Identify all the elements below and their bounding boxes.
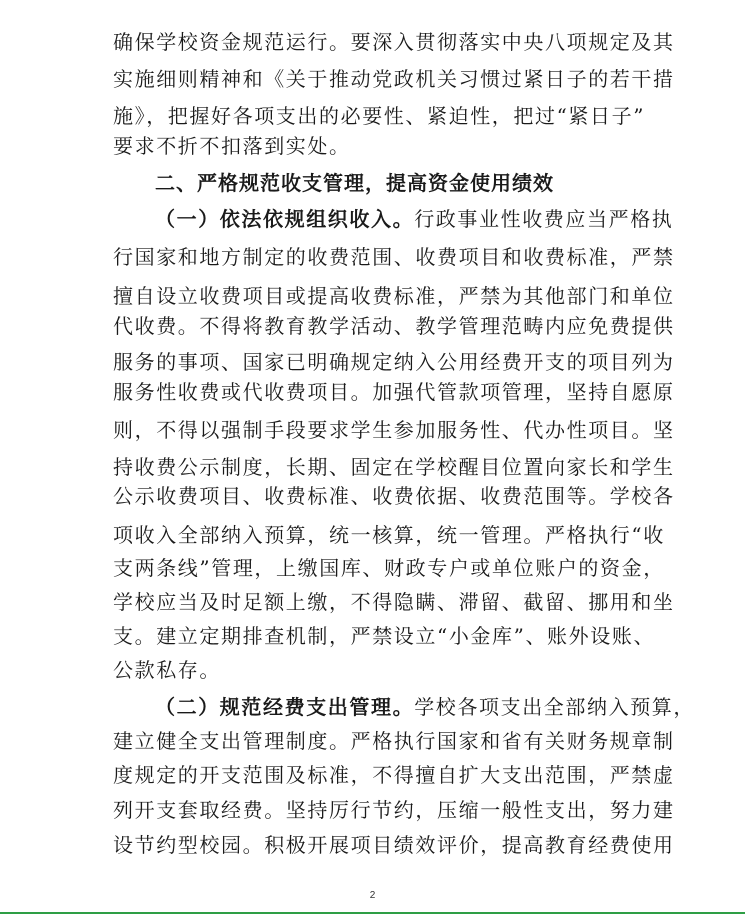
body-text-line: 设节约型校园。积极开展项目绩效评价，提高教育经费使用 xyxy=(113,833,675,857)
footer-divider xyxy=(0,912,745,914)
body-text-line: 行国家和地方制定的收费范围、收费项目和收费标准，严禁 xyxy=(113,245,675,269)
body-text-line: 擅自设立收费项目或提高收费标准，严禁为其他部门和单位 xyxy=(113,284,675,308)
body-text-line: 服务的事项、国家已明确规定纳入公用经费开支的项目列为 xyxy=(113,350,675,374)
body-text-line: 实施细则精神和《关于推动党政机关习惯过紧日子的若干措 xyxy=(113,67,675,91)
body-text-line: 学校应当及时足额上缴，不得隐瞒、滞留、截留、挪用和坐 xyxy=(113,590,675,614)
body-text-line: 列开支套取经费。坚持厉行节约，压缩一般性支出，努力建 xyxy=(113,798,675,822)
subsection-heading: （一）依法依规组织收入。 xyxy=(155,207,415,231)
body-text-line: 施》，把握好各项支出的必要性、紧迫性，把过“紧日子” xyxy=(113,104,646,128)
body-text-line: 公款私存。 xyxy=(113,658,221,682)
body-text-line: 支两条线”管理，上缴国库、财政专户或单位账户的资金， xyxy=(113,556,665,580)
body-text-line: 则，不得以强制手段要求学生参加服务性、代办性项目。坚 xyxy=(113,418,675,442)
body-text-line: 要求不折不扣落到实处。 xyxy=(113,134,351,158)
body-text-line: 代收费。不得将教育教学活动、教学管理范畴内应免费提供 xyxy=(113,314,675,338)
body-text-line: 服务性收费或代收费项目。加强代管款项管理，坚持自愿原 xyxy=(113,380,675,404)
body-text-line: 持收费公示制度，长期、固定在学校醒目位置向家长和学生 xyxy=(113,455,675,479)
body-text-line: 确保学校资金规范运行。要深入贯彻落实中央八项规定及其 xyxy=(113,30,675,54)
subsection-first-line: （一）依法依规组织收入。行政事业性收费应当严格执 xyxy=(155,207,674,231)
subsection-heading: （二）规范经费支出管理。 xyxy=(155,695,415,719)
subsection-first-line: （二）规范经费支出管理。学校各项支出全部纳入预算， xyxy=(155,695,696,719)
section-heading: 二、严格规范收支管理，提高资金使用绩效 xyxy=(155,171,554,195)
body-text-line: 项收入全部纳入预算，统一核算，统一管理。严格执行“收 xyxy=(113,523,665,547)
body-text-line: 建立健全支出管理制度。严格执行国家和省有关财务规章制 xyxy=(113,729,675,753)
body-text-line: 度规定的开支范围及标准，不得擅自扩大支出范围，严禁虚 xyxy=(113,763,675,787)
page-number: 2 xyxy=(369,890,376,901)
body-text-line: 支。建立定期排查机制，严禁设立“小金库”、账外设账、 xyxy=(113,624,656,648)
body-text-line: 公示收费项目、收费标准、收费依据、收费范围等。学校各 xyxy=(113,484,675,508)
